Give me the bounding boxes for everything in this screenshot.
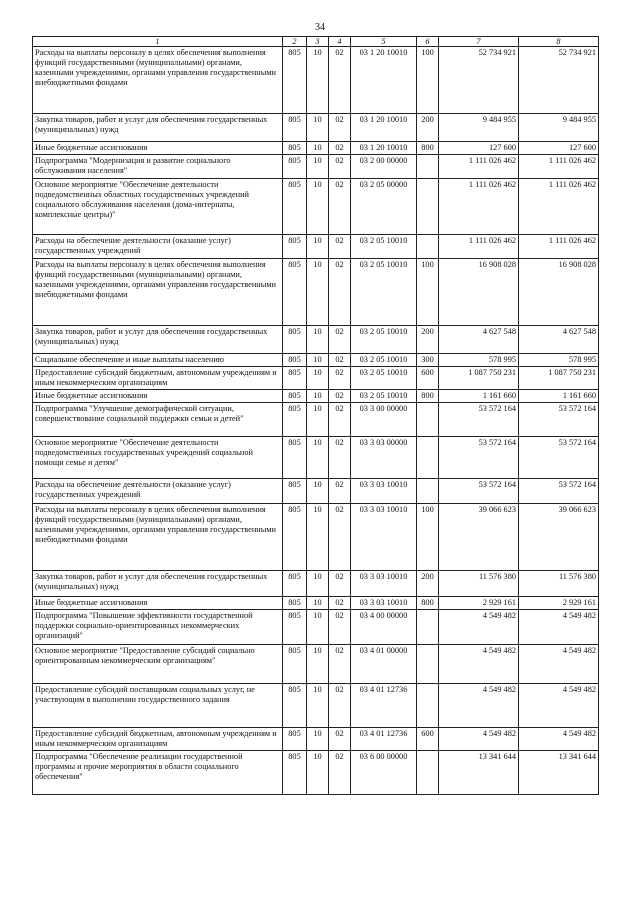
cell-ved: 805: [283, 479, 307, 504]
cell-pr: 02: [329, 571, 351, 597]
column-header: 8: [519, 37, 599, 47]
table-row: [33, 326, 599, 354]
cell-pr: 02: [329, 235, 351, 259]
cell-rz: 10: [307, 155, 329, 179]
table-row: [33, 751, 599, 795]
cell-name: Подпрограмма "Улучшение демографической ситуации, совершенствование социальной поддержки семьи и детей": [33, 403, 283, 437]
cell-csr: 03 4 01 00000: [351, 645, 417, 684]
cell-sum2: 4 549 482: [519, 684, 599, 728]
cell-sum1: 1 111 026 462: [439, 179, 519, 235]
cell-pr: 02: [329, 597, 351, 610]
cell-vr: 100: [417, 259, 439, 326]
cell-pr: 02: [329, 114, 351, 142]
cell-ved: 805: [283, 504, 307, 571]
cell-rz: 10: [307, 684, 329, 728]
cell-csr: 03 2 05 10010: [351, 326, 417, 354]
column-header: 4: [329, 37, 351, 47]
cell-sum2: 9 484 955: [519, 114, 599, 142]
cell-name: Основное мероприятие "Обеспечение деятельности подведомственных государственных учреждений социальной помощи семье и детям": [33, 437, 283, 479]
cell-ved: 805: [283, 367, 307, 390]
cell-sum2: 1 111 026 462: [519, 235, 599, 259]
cell-csr: 03 2 05 10010: [351, 354, 417, 367]
cell-rz: 10: [307, 390, 329, 403]
cell-sum1: 1 111 026 462: [439, 235, 519, 259]
cell-rz: 10: [307, 751, 329, 795]
cell-csr: 03 3 03 10010: [351, 479, 417, 504]
cell-vr: 800: [417, 597, 439, 610]
cell-csr: 03 6 00 00000: [351, 751, 417, 795]
cell-sum2: 53 572 164: [519, 479, 599, 504]
table-row: [33, 403, 599, 437]
table-row: [33, 684, 599, 728]
cell-sum2: 39 066 623: [519, 504, 599, 571]
cell-rz: 10: [307, 645, 329, 684]
table-row: [33, 155, 599, 179]
cell-name: Подпрограмма "Обеспечение реализации государственной программы и прочие мероприятия в области социального обеспечения": [33, 751, 283, 795]
cell-vr: 100: [417, 47, 439, 114]
cell-csr: 03 2 00 00000: [351, 155, 417, 179]
cell-rz: 10: [307, 259, 329, 326]
cell-sum1: 53 572 164: [439, 479, 519, 504]
cell-pr: 02: [329, 367, 351, 390]
cell-sum1: 1 161 660: [439, 390, 519, 403]
cell-rz: 10: [307, 597, 329, 610]
cell-vr: 600: [417, 728, 439, 751]
cell-csr: 03 3 03 00000: [351, 437, 417, 479]
cell-ved: 805: [283, 47, 307, 114]
table-row: [33, 390, 599, 403]
cell-vr: [417, 645, 439, 684]
cell-csr: 03 4 01 12736: [351, 684, 417, 728]
cell-csr: 03 3 03 10010: [351, 571, 417, 597]
cell-vr: 200: [417, 114, 439, 142]
table-row: [33, 645, 599, 684]
cell-sum1: 11 576 380: [439, 571, 519, 597]
cell-name: Предоставление субсидий поставщикам социальных услуг, не участвующим в выполнении государственного задания: [33, 684, 283, 728]
cell-ved: 805: [283, 259, 307, 326]
cell-rz: 10: [307, 179, 329, 235]
cell-rz: 10: [307, 142, 329, 155]
cell-sum1: 4 549 482: [439, 645, 519, 684]
cell-name: Расходы на обеспечение деятельности (оказание услуг) государственных учреждений: [33, 479, 283, 504]
cell-ved: 805: [283, 179, 307, 235]
cell-csr: 03 2 05 10010: [351, 390, 417, 403]
cell-name: Социальное обеспечение и иные выплаты населению: [33, 354, 283, 367]
table-row: [33, 367, 599, 390]
cell-rz: 10: [307, 504, 329, 571]
cell-ved: 805: [283, 142, 307, 155]
cell-csr: 03 2 05 10010: [351, 235, 417, 259]
cell-sum1: 9 484 955: [439, 114, 519, 142]
cell-vr: [417, 479, 439, 504]
table-row: [33, 179, 599, 235]
cell-rz: 10: [307, 354, 329, 367]
cell-sum1: 53 572 164: [439, 437, 519, 479]
table-row: [33, 597, 599, 610]
cell-csr: 03 1 20 10010: [351, 114, 417, 142]
column-header: 3: [307, 37, 329, 47]
cell-csr: 03 1 20 10010: [351, 142, 417, 155]
cell-sum1: 127 600: [439, 142, 519, 155]
table-row: [33, 728, 599, 751]
cell-sum2: 1 111 026 462: [519, 155, 599, 179]
cell-sum1: 1 087 750 231: [439, 367, 519, 390]
cell-sum1: 2 929 161: [439, 597, 519, 610]
cell-pr: 02: [329, 403, 351, 437]
cell-pr: 02: [329, 155, 351, 179]
cell-sum1: 4 549 482: [439, 728, 519, 751]
cell-pr: 02: [329, 645, 351, 684]
cell-sum2: 52 734 921: [519, 47, 599, 114]
cell-name: Иные бюджетные ассигнования: [33, 597, 283, 610]
cell-ved: 805: [283, 597, 307, 610]
cell-ved: 805: [283, 235, 307, 259]
cell-csr: 03 4 00 00000: [351, 610, 417, 645]
cell-sum2: 53 572 164: [519, 403, 599, 437]
cell-rz: 10: [307, 326, 329, 354]
cell-rz: 10: [307, 235, 329, 259]
column-header: 1: [33, 37, 283, 47]
cell-csr: 03 3 03 10010: [351, 597, 417, 610]
cell-rz: 10: [307, 571, 329, 597]
budget-table: [32, 36, 599, 795]
cell-sum2: 13 341 644: [519, 751, 599, 795]
cell-vr: [417, 155, 439, 179]
cell-pr: 02: [329, 47, 351, 114]
cell-pr: 02: [329, 728, 351, 751]
cell-pr: 02: [329, 751, 351, 795]
cell-sum2: 53 572 164: [519, 437, 599, 479]
cell-ved: 805: [283, 751, 307, 795]
cell-name: Подпрограмма "Повышение эффективности государственной поддержки социально-ориентированных некоммерческих организаций": [33, 610, 283, 645]
table-row: [33, 235, 599, 259]
table-row: [33, 47, 599, 114]
cell-name: Иные бюджетные ассигнования: [33, 142, 283, 155]
cell-name: Закупка товаров, работ и услуг для обеспечения государственных (муниципальных) нужд: [33, 571, 283, 597]
cell-pr: 02: [329, 354, 351, 367]
cell-rz: 10: [307, 610, 329, 645]
cell-pr: 02: [329, 479, 351, 504]
cell-sum2: 1 161 660: [519, 390, 599, 403]
cell-ved: 805: [283, 390, 307, 403]
cell-sum2: 4 549 482: [519, 728, 599, 751]
cell-ved: 805: [283, 114, 307, 142]
cell-pr: 02: [329, 610, 351, 645]
cell-ved: 805: [283, 610, 307, 645]
cell-vr: 200: [417, 571, 439, 597]
cell-pr: 02: [329, 437, 351, 479]
cell-sum1: 4 549 482: [439, 684, 519, 728]
column-header: 7: [439, 37, 519, 47]
cell-name: Подпрограмма "Модернизация и развитие социального обслуживания населения": [33, 155, 283, 179]
cell-sum1: 578 995: [439, 354, 519, 367]
cell-rz: 10: [307, 728, 329, 751]
cell-sum1: 39 066 623: [439, 504, 519, 571]
cell-rz: 10: [307, 403, 329, 437]
cell-rz: 10: [307, 114, 329, 142]
cell-pr: 02: [329, 142, 351, 155]
table-row: [33, 259, 599, 326]
cell-name: Предоставление субсидий бюджетным, автономным учреждениям и иным некоммерческим организациям: [33, 367, 283, 390]
cell-name: Предоставление субсидий бюджетным, автономным учреждениям и иным некоммерческим организациям: [33, 728, 283, 751]
cell-ved: 805: [283, 155, 307, 179]
table-row: [33, 437, 599, 479]
cell-csr: 03 2 05 10010: [351, 367, 417, 390]
cell-sum2: 1 087 750 231: [519, 367, 599, 390]
cell-ved: 805: [283, 728, 307, 751]
cell-vr: [417, 235, 439, 259]
cell-name: Расходы на выплаты персоналу в целях обеспечения выполнения функций государственными (муниципальными) органами, казенными учреждениями, органами управления государственными внебюджетными фондами: [33, 47, 283, 114]
cell-csr: 03 3 00 00000: [351, 403, 417, 437]
cell-vr: 300: [417, 354, 439, 367]
cell-csr: 03 2 05 10010: [351, 259, 417, 326]
cell-csr: 03 4 01 12736: [351, 728, 417, 751]
cell-name: Расходы на выплаты персоналу в целях обеспечения выполнения функций государственными (муниципальными) органами, казенными учреждениями, органами управления государственными внебюджетными фондами: [33, 504, 283, 571]
cell-vr: [417, 684, 439, 728]
cell-ved: 805: [283, 437, 307, 479]
cell-vr: [417, 610, 439, 645]
cell-pr: 02: [329, 179, 351, 235]
cell-name: Закупка товаров, работ и услуг для обеспечения государственных (муниципальных) нужд: [33, 114, 283, 142]
cell-csr: 03 3 03 10010: [351, 504, 417, 571]
table-row: [33, 479, 599, 504]
cell-ved: 805: [283, 571, 307, 597]
cell-rz: 10: [307, 437, 329, 479]
cell-sum2: 4 627 548: [519, 326, 599, 354]
cell-csr: 03 1 20 10010: [351, 47, 417, 114]
cell-sum1: 1 111 026 462: [439, 155, 519, 179]
column-header: 2: [283, 37, 307, 47]
cell-sum1: 52 734 921: [439, 47, 519, 114]
cell-name: Основное мероприятие "Обеспечение деятельности подведомственных областных государственных учреждений социального обслуживания населения (дома-интернаты, комплексные центры)": [33, 179, 283, 235]
cell-sum1: 4 549 482: [439, 610, 519, 645]
cell-rz: 10: [307, 367, 329, 390]
cell-sum2: 4 549 482: [519, 610, 599, 645]
cell-sum1: 13 341 644: [439, 751, 519, 795]
cell-sum2: 2 929 161: [519, 597, 599, 610]
table-row: [33, 504, 599, 571]
cell-ved: 805: [283, 684, 307, 728]
cell-pr: 02: [329, 390, 351, 403]
cell-vr: 800: [417, 390, 439, 403]
cell-csr: 03 2 05 00000: [351, 179, 417, 235]
cell-vr: [417, 403, 439, 437]
cell-ved: 805: [283, 326, 307, 354]
cell-name: Расходы на обеспечение деятельности (оказание услуг) государственных учреждений: [33, 235, 283, 259]
cell-sum2: 1 111 026 462: [519, 179, 599, 235]
cell-pr: 02: [329, 259, 351, 326]
page-number: 34: [315, 22, 325, 33]
cell-pr: 02: [329, 326, 351, 354]
table-row: [33, 142, 599, 155]
cell-sum2: 11 576 380: [519, 571, 599, 597]
table-row: [33, 610, 599, 645]
cell-vr: 600: [417, 367, 439, 390]
cell-sum2: 4 549 482: [519, 645, 599, 684]
cell-pr: 02: [329, 504, 351, 571]
cell-name: Иные бюджетные ассигнования: [33, 390, 283, 403]
cell-vr: [417, 437, 439, 479]
table-row: [33, 571, 599, 597]
cell-rz: 10: [307, 479, 329, 504]
cell-sum1: 4 627 548: [439, 326, 519, 354]
table-header-row: [33, 37, 599, 47]
cell-ved: 805: [283, 354, 307, 367]
table-row: [33, 114, 599, 142]
cell-vr: 200: [417, 326, 439, 354]
cell-name: Закупка товаров, работ и услуг для обеспечения государственных (муниципальных) нужд: [33, 326, 283, 354]
column-header: 6: [417, 37, 439, 47]
cell-vr: 100: [417, 504, 439, 571]
cell-pr: 02: [329, 684, 351, 728]
cell-name: Расходы на выплаты персоналу в целях обеспечения выполнения функций государственными (муниципальными) органами, казенными учреждениями, органами управления государственными внебюджетными фондами: [33, 259, 283, 326]
cell-sum2: 127 600: [519, 142, 599, 155]
cell-vr: 800: [417, 142, 439, 155]
cell-ved: 805: [283, 403, 307, 437]
cell-sum2: 16 908 028: [519, 259, 599, 326]
cell-sum2: 578 995: [519, 354, 599, 367]
cell-vr: [417, 751, 439, 795]
table-row: [33, 354, 599, 367]
cell-name: Основное мероприятие "Предоставление субсидий социально ориентированным некоммерческим организациям": [33, 645, 283, 684]
cell-vr: [417, 179, 439, 235]
cell-rz: 10: [307, 47, 329, 114]
cell-ved: 805: [283, 645, 307, 684]
column-header: 5: [351, 37, 417, 47]
cell-sum1: 16 908 028: [439, 259, 519, 326]
cell-sum1: 53 572 164: [439, 403, 519, 437]
